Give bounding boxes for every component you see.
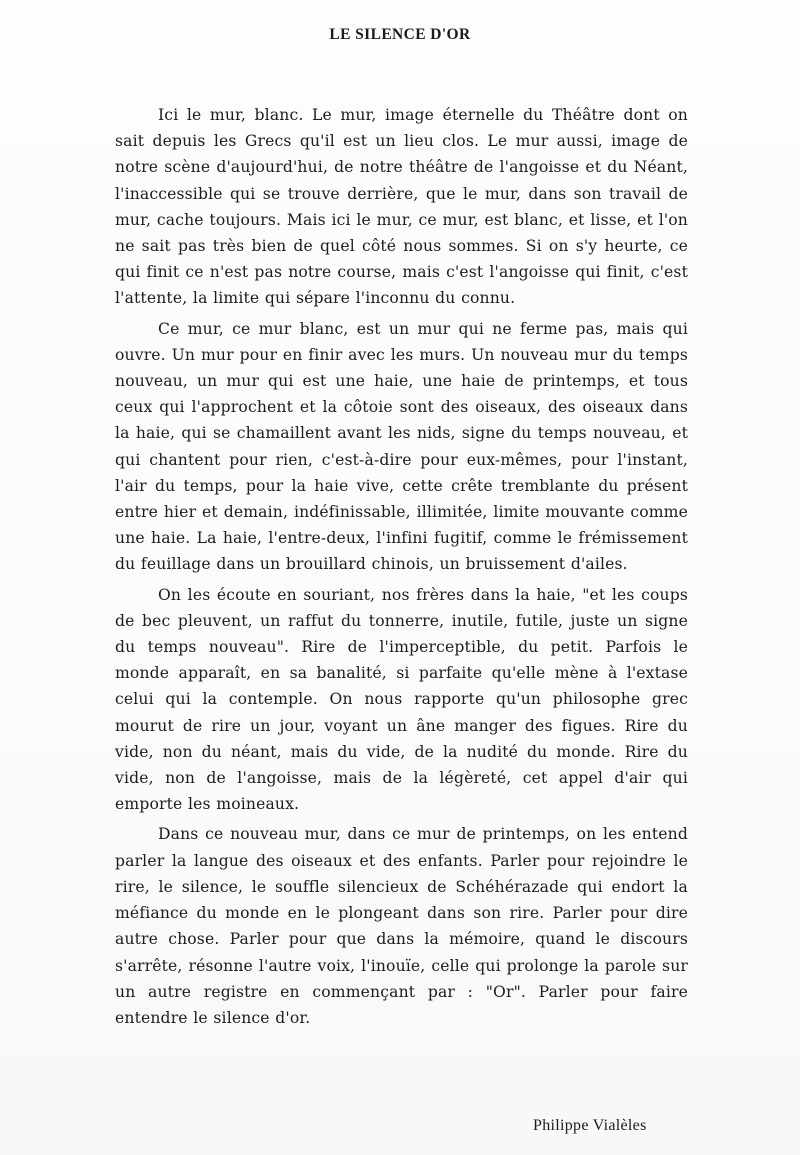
paragraph-3: On les écoute en souriant, nos frères dans la haie, "et les coups de bec pleuvent, un raffut du tonnerre, inutile, futile, juste un signe du temps nouveau". Rire de l'imperceptible, du petit. Parfois le monde apparaît, en sa banalité, si parfaite qu'elle mène à l'extase celui qui la contemple. On nous rapporte qu'un philosophe grec mourut de rire un jour, voyant un âne manger des figues. Rire du vide, non du néant, mais du vide, de la nudité du monde. Rire du vide, non de l'angoisse, mais de la légèreté, cet appel d'air qui emporte les moineaux. (115, 585, 688, 814)
paragraph-1: Ici le mur, blanc. Le mur, image éternelle du Théâtre dont on sait depuis les Grecs qu'il est un lieu clos. Le mur aussi, image de notre scène d'aujourd'hui, de notre théâtre de l'angoisse et du Néant, l'inaccessible qui se trouve derrière, que le mur, dans son travail de mur, cache toujours. Mais ici le mur, ce mur, est blanc, et lisse, et l'on ne sait pas très bien de quel côté nous sommes. Si on s'y heurte, ce qui finit ce n'est pas notre course, mais c'est l'angoisse qui finit, c'est l'attente, la limite qui sépare l'inconnu du connu. (115, 106, 688, 308)
paragraph-4: Dans ce nouveau mur, dans ce mur de printemps, on les entend parler la langue des oiseaux et des enfants. Parler pour rejoindre le rire, le silence, le souffle silencieux de Schéhérazade qui endort la méfiance du monde en le plongeant dans son rire. Parler pour dire autre chose. Parler pour que dans la mémoire, quand le discours s'arrête, résonne l'autre voix, l'inouïe, celle qui prolonge la parole sur un autre registre en commençant par : "Or". Parler pour faire entendre le silence d'or. (115, 825, 688, 1027)
paragraph-2: Ce mur, ce mur blanc, est un mur qui ne ferme pas, mais qui ouvre. Un mur pour en finir avec les murs. Un nouveau mur du temps nouveau, un mur qui est une haie, une haie de printemps, et tous ceux qui l'approchent et la côtoie sont des oiseaux, des oiseaux dans la haie, qui se chamaillent avant les nids, signe du temps nouveau, et qui chantent pour rien, c'est-à-dire pour eux-mêmes, pour l'instant, l'air du temps, pour la haie vive, cette crête tremblante du présent entre hier et demain, indéfinissable, illimitée, limite mouvante comme une haie. La haie, l'entre-deux, l'infini fugitif, comme le frémissement du feuillage dans un brouillard chinois, un bruissement d'ailes. (115, 319, 688, 574)
author-signature: Philippe Vialèles (533, 1117, 647, 1134)
document-body (115, 102, 688, 1035)
document-title: LE SILENCE D'OR (329, 26, 471, 43)
